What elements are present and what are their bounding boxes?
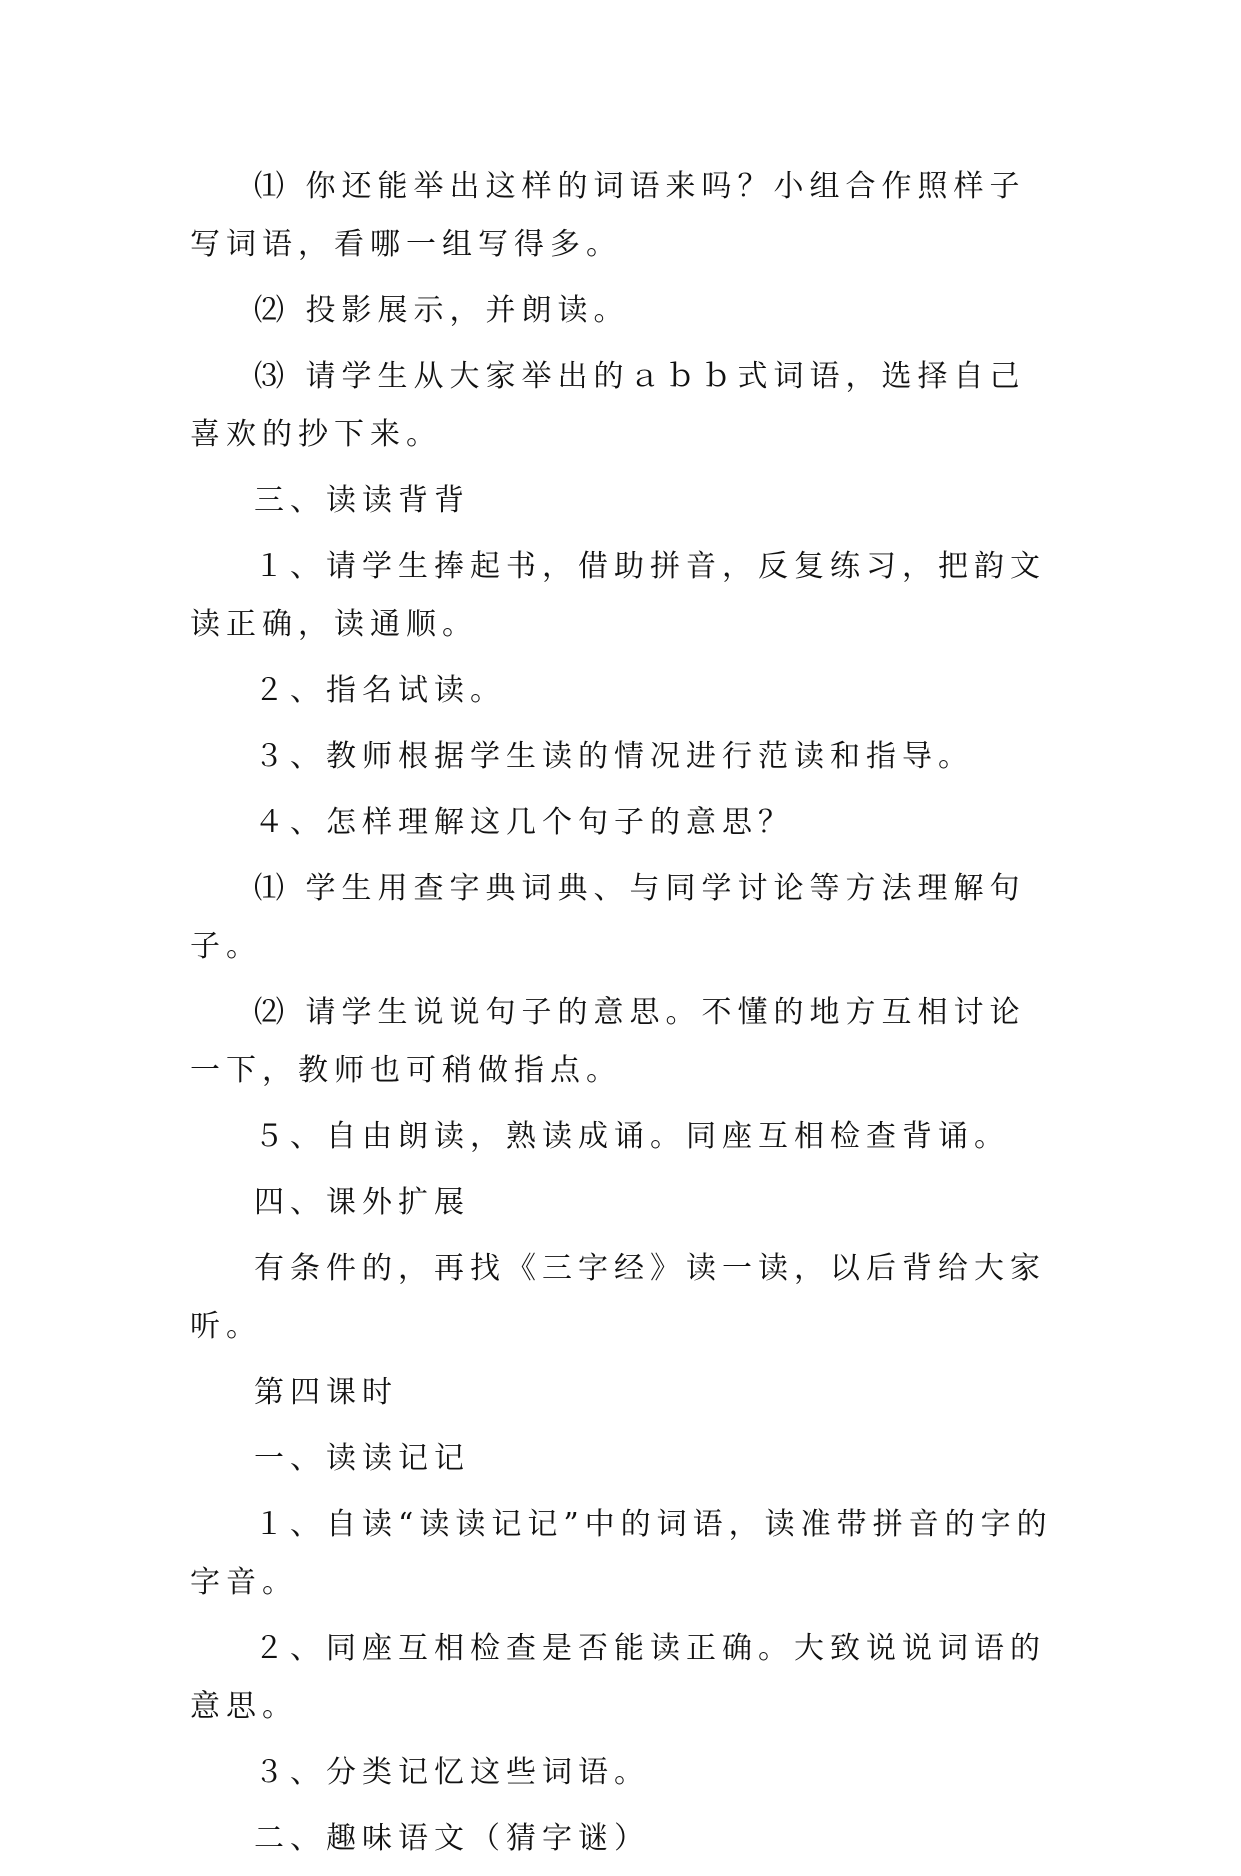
section-heading: 四、课外扩展	[254, 1185, 470, 1220]
paragraph: ５、自由朗读，熟读成诵。同座互相检查背诵。	[254, 1119, 1010, 1154]
paragraph: １、自读“读读记记”中的词语，读准带拼音的字的字音。	[190, 1507, 1053, 1600]
document-body	[190, 158, 1060, 1876]
paragraph: ３、教师根据学生读的情况进行范读和指导。	[254, 739, 974, 774]
section-heading: 一、读读记记	[254, 1441, 470, 1476]
paragraph: ２、指名试读。	[254, 673, 506, 708]
section-heading: 三、读读背背	[254, 483, 470, 518]
paragraph: ⑵ 请学生说说句子的意思。不懂的地方互相讨论一下，教师也可稍做指点。	[190, 995, 1026, 1088]
paragraph: 有条件的，再找《三字经》读一读，以后背给大家听。	[190, 1251, 1046, 1344]
paragraph: ４、怎样理解这几个句子的意思？	[254, 805, 794, 840]
paragraph: ⑵ 投影展示，并朗读。	[254, 293, 630, 328]
paragraph: ２、同座互相检查是否能读正确。大致说说词语的意思。	[190, 1631, 1046, 1724]
paragraph: ３、分类记忆这些词语。	[254, 1755, 650, 1790]
paragraph: ⑴ 你还能举出这样的词语来吗？小组合作照样子写词语，看哪一组写得多。	[190, 169, 1026, 262]
paragraph: １、请学生捧起书，借助拼音，反复练习，把韵文读正确，读通顺。	[190, 549, 1046, 642]
lesson-heading: 第四课时	[254, 1375, 398, 1410]
paragraph: ⑶ 请学生从大家举出的ａｂｂ式词语，选择自己喜欢的抄下来。	[190, 359, 1026, 452]
section-heading: 二、趣味语文（猜字谜）	[254, 1821, 650, 1856]
paragraph: ⑴ 学生用查字典词典、与同学讨论等方法理解句子。	[190, 871, 1026, 964]
